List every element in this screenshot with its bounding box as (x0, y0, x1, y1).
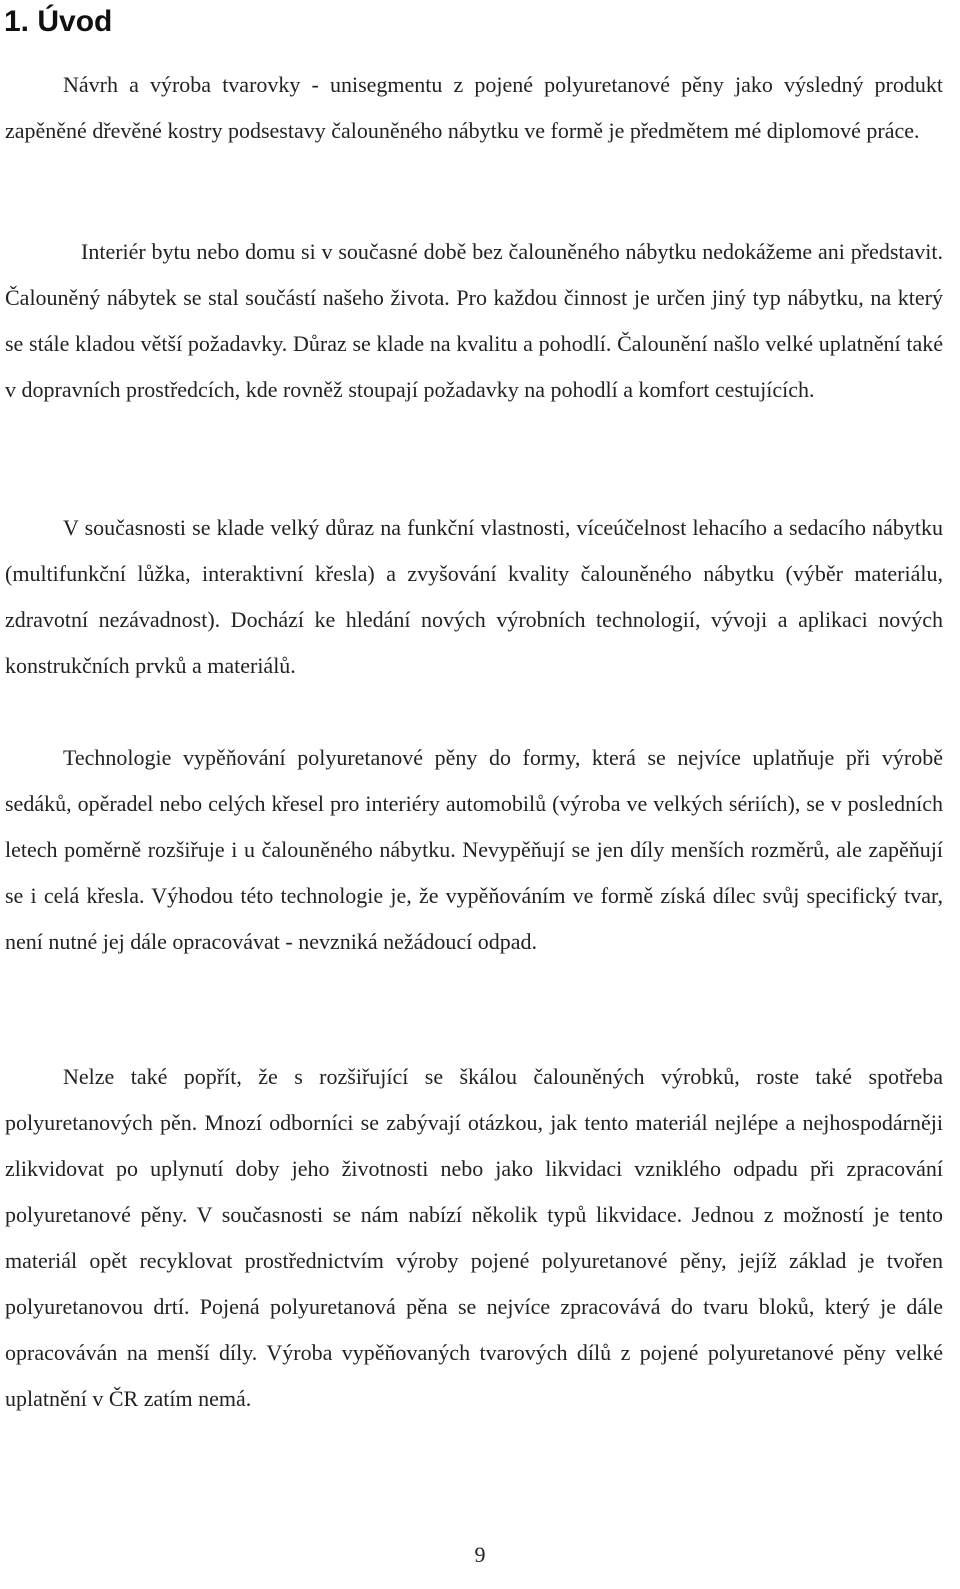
page-number: 9 (474, 1542, 486, 1567)
paragraph-2: Interiér bytu nebo domu si v současné době bez čalouněného nábytku nedokážeme ani představit. Čalouněný nábytek se stal součástí našeho života. Pro každou činnost je určen jiný typ nábytku, na který se stále kladou větší požadavky. Důraz se klade na kvalitu a pohodlí. Čalounění našlo velké uplatnění také v dopravních prostředcích, kde rovněž stoupají požadavky na pohodlí a komfort cestujících. (5, 239, 943, 402)
paragraph-1: Návrh a výroba tvarovky - unisegmentu z pojené polyuretanové pěny jako výsledný produkt zapěněné dřevěné kostry podsestavy čalouněného nábytku ve formě je předmětem mé diplomové práce. (5, 72, 943, 143)
chapter-heading: 1. Úvod (4, 5, 113, 38)
paragraph-4: Technologie vypěňování polyuretanové pěny do formy, která se nejvíce uplatňuje při výrobě sedáků, opěradel nebo celých křesel pro interiéry automobilů (výroba ve velkých sériích), se v posledních letech poměrně rozšiřuje i u čalouněného nábytku. Nevypěňují se jen díly menších rozměrů, ale zapěňují se i celá křesla. Výhodou této technologie je, že vypěňováním ve formě získá dílec svůj specifický tvar, není nutné jej dále opracovávat - nevzniká nežádoucí odpad. (5, 745, 943, 954)
paragraph-3: V současnosti se klade velký důraz na funkční vlastnosti, víceúčelnost lehacího a sedacího nábytku (multifunkční lůžka, interaktivní křesla) a zvyšování kvality čalouněného nábytku (výběr materiálu, zdravotní nezávadnost). Dochází ke hledání nových výrobních technologií, vývoji a aplikaci nových konstrukčních prvků a materiálů. (5, 515, 943, 678)
paragraph-5: Nelze také popřít, že s rozšiřující se škálou čalouněných výrobků, roste také spotřeba polyuretanových pěn. Mnozí odborníci se zabývají otázkou, jak tento materiál nejlépe a nejhospodárněji zlikvidovat po uplynutí doby jeho životnosti nebo jako likvidaci vzniklého odpadu při zpracování polyuretanové pěny. V současnosti se nám nabízí několik typů likvidace. Jednou z možností je tento materiál opět recyklovat prostřednictvím výroby pojené polyuretanové pěny, jejíž základ je tvořen polyuretanovou drtí. Pojená polyuretanová pěna se nejvíce zpracovává do tvaru bloků, který je dále opracováván na menší díly. Výroba vypěňovaných tvarových dílů z pojené polyuretanové pěny velké uplatnění v ČR zatím nemá. (5, 1064, 943, 1411)
